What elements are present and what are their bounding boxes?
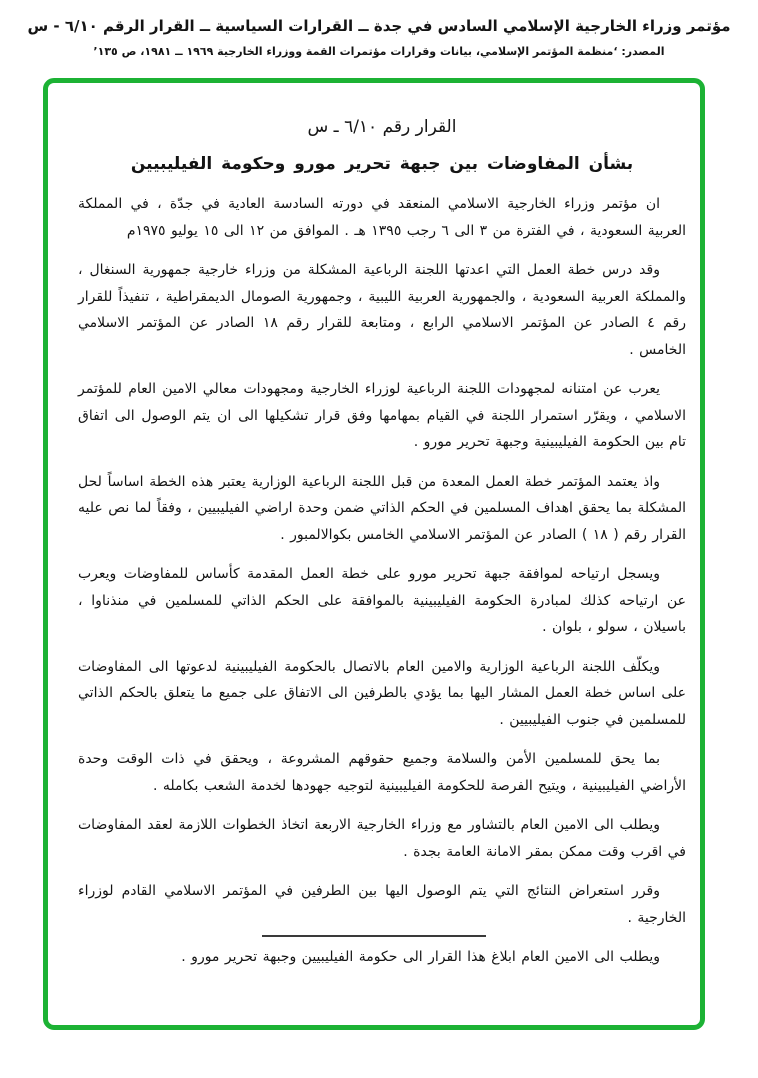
- document-header: [0, 0, 758, 59]
- decision-paragraph: ان مؤتمر وزراء الخارجية الاسلامي المنعقد في دورته السادسة العادية في جدّة ، في المملكة العربية السعودية ، في الفترة من ٣ الى ٦ رجب ١٣٩٥ هـ . الموافق من ١٢ الى ١٥ يوليو ١٩٧٥م: [78, 196, 686, 239]
- header-source-line: المصدر: ‘منظمة المؤتمر الإسلامي، بيانات وقرارات مؤتمرات القمة ووزراء الخارجية ١٩٦٩ ــ ١٩٨١، ص ١٣٥’: [93, 45, 665, 58]
- decision-frame: [43, 78, 705, 1030]
- decision-paragraph: ويطلب الى الامين العام بالتشاور مع وزراء الخارجية الاربعة اتخاذ الخطوات اللازمة لعقد المفاوضات في اقرب وقت ممكن بمقر الامانة العامة بجدة .: [78, 817, 686, 860]
- decision-content: [48, 83, 700, 1025]
- decision-paragraph: واذ يعتمد المؤتمر خطة العمل المعدة من قبل اللجنة الرباعية الوزارية يعتبر هذه الخطة اساساً لحل المشكلة بما يحقق اهداف المسلمين في الحكم الذاتي ضمن وحدة اراضي الفيليبيين ، وفقاً لما نص عليه القرار رقم ( ١٨ ) الصادر عن المؤتمر الاسلامي الخامس بكوالالمبور .: [78, 473, 686, 543]
- decision-paragraph: وقد درس خطة العمل التي اعدتها اللجنة الرباعية المشكلة من وزراء خارجية جمهورية السنغال ، والمملكة العربية السعودية ، والجمهورية العربية الليبية ، وجمهورية الصومال الديمقراطية ، تنفيذاً للقرار رقم ٤ الصادر عن المؤتمر الاسلامي الرابع ، ومتابعة للقرار رقم ١٨ الصادر عن المؤتمر الاسلامي الخامس .: [78, 262, 686, 358]
- footer-rule: [262, 935, 486, 937]
- decision-subject-title: بشأن المفاوضات بين جبهة تحرير مورو وحكومة الفيليبيين: [130, 154, 634, 174]
- decision-body: [78, 191, 686, 971]
- decision-number-title: القرار رقم ٦/١٠ ـ س: [307, 117, 457, 137]
- header-title-line: مؤتمر وزراء الخارجية الإسلامي السادس في جدة ــ القرارات السياسية ــ القرار الرقم ٦/١٠ - س: [27, 17, 731, 35]
- decision-paragraph: ويسجل ارتياحه لموافقة جبهة تحرير مورو على خطة العمل المقدمة كأساس للمفاوضات ويعرب عن ارتياحه كذلك لمبادرة الحكومة الفيليبينية بالموافقة على الحكم الذاتي للمسلمين في منذناوا ، باسيلان ، سولو ، بلوان .: [78, 566, 686, 635]
- decision-paragraph: يعرب عن امتنانه لمجهودات اللجنة الرباعية لوزراء الخارجية ومجهودات معالي الامين العام للمؤتمر الاسلامي ، ويقرّر استمرار اللجنة في القيام بمهامها وفق قرار تشكيلها الى ان يتم الوصول الى اتفاق تام بين الحكومة الفيليبينية وجبهة تحرير مورو .: [78, 381, 686, 450]
- decision-paragraph: ويكلّف اللجنة الرباعية الوزارية والامين العام بالاتصال بالحكومة الفيليبينية لدعوتها الى المفاوضات على اساس خطة العمل المشار اليها بما يؤدي بالطرفين الى الاتفاق على جميع ما يتعلق بالحكم الذاتي للمسلمين في جنوب الفيليبيين .: [78, 658, 686, 728]
- decision-paragraph: وقرر استعراض النتائج التي يتم الوصول اليها بين الطرفين في المؤتمر الاسلامي القادم لوزراء الخارجية .: [78, 883, 686, 926]
- decision-paragraph: بما يحق للمسلمين الأمن والسلامة وجميع حقوقهم المشروعة ، ويحقق في ذات الوقت وحدة الأراضي الفيليبينية ، ويتيح الفرصة للحكومة الفيليبينية لتوجيه جهودها لخدمة الشعب بكامله .: [78, 751, 686, 794]
- decision-paragraph: ويطلب الى الامين العام ابلاغ هذا القرار الى حكومة الفيليبيين وجبهة تحرير مورو .: [181, 949, 660, 965]
